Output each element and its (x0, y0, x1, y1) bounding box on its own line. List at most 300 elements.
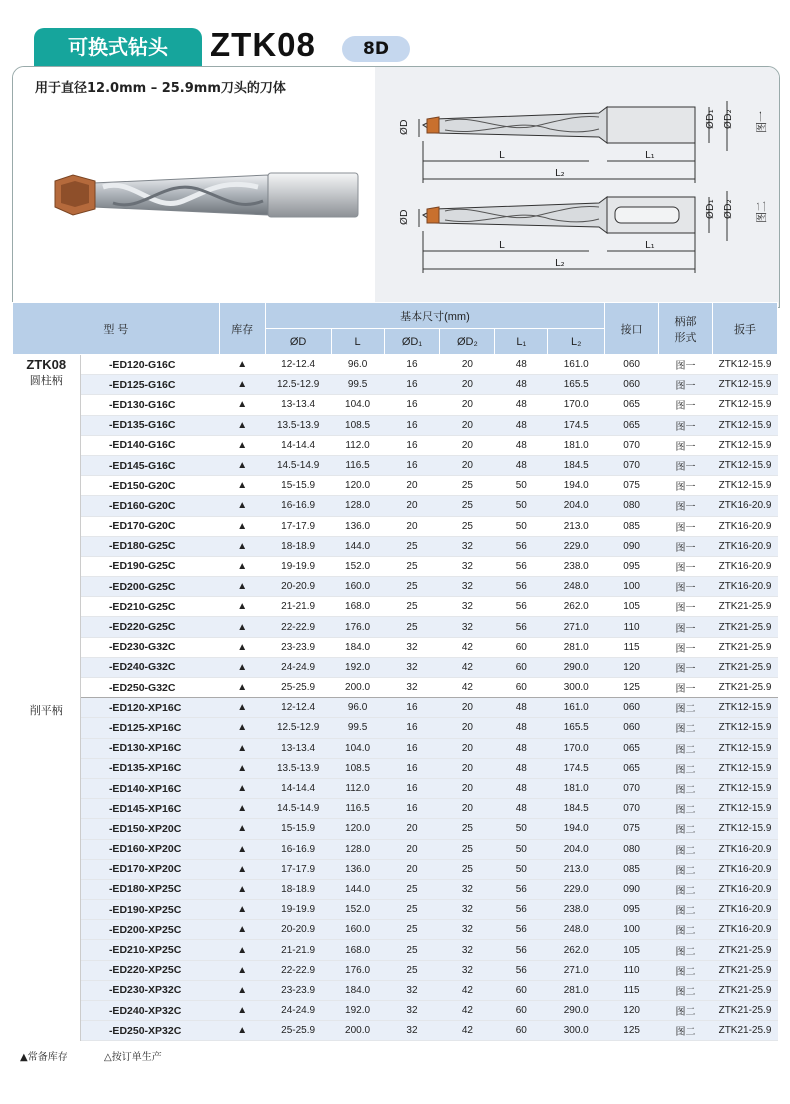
cell-shank-form: 图一 (659, 577, 713, 597)
cell-d: 23-23.9 (265, 980, 331, 1000)
cell-interface: 095 (605, 556, 659, 576)
cell-l2: 271.0 (548, 617, 605, 637)
fig2-l2-label: L₂ (555, 258, 565, 269)
cell-d1: 16 (384, 355, 440, 375)
cell-d: 16-16.9 (265, 839, 331, 859)
cell-interface: 070 (605, 435, 659, 455)
cell-shank-form: 图二 (659, 778, 713, 798)
cell-d: 24-24.9 (265, 657, 331, 677)
cell-l: 144.0 (331, 879, 384, 899)
group-subtitle: 削平柄 (29, 704, 63, 717)
cell-interface: 100 (605, 920, 659, 940)
cell-shank-form: 图二 (659, 758, 713, 778)
cell-stock: ▲ (219, 859, 265, 879)
cell-l2: 161.0 (548, 355, 605, 375)
cell-d: 20-20.9 (265, 920, 331, 940)
cell-interface: 115 (605, 980, 659, 1000)
cell-shank-form: 图一 (659, 355, 713, 375)
cell-d2: 25 (440, 839, 495, 859)
cell-model: -ED210-XP25C (80, 940, 219, 960)
cell-d2: 32 (440, 617, 495, 637)
cell-shank-form: 图一 (659, 678, 713, 698)
table-row (13, 940, 778, 960)
cell-d1: 25 (384, 900, 440, 920)
table-row (13, 879, 778, 899)
cell-d2: 32 (440, 900, 495, 920)
cell-stock: ▲ (219, 476, 265, 496)
cell-l: 104.0 (331, 738, 384, 758)
cell-l2: 248.0 (548, 577, 605, 597)
cell-d2: 42 (440, 637, 495, 657)
cell-d1: 25 (384, 617, 440, 637)
cell-l1: 50 (495, 819, 548, 839)
spec-table-body (13, 355, 778, 1041)
cell-d1: 32 (384, 657, 440, 677)
cell-stock: ▲ (219, 879, 265, 899)
cell-l: 112.0 (331, 778, 384, 798)
cell-l1: 56 (495, 920, 548, 940)
cell-l2: 300.0 (548, 1021, 605, 1041)
table-row (13, 496, 778, 516)
cell-d: 19-19.9 (265, 900, 331, 920)
cell-wrench: ZTK21-25.9 (713, 678, 778, 698)
cell-shank-form: 图二 (659, 920, 713, 940)
cell-l: 128.0 (331, 496, 384, 516)
cell-interface: 060 (605, 355, 659, 375)
cell-l2: 229.0 (548, 879, 605, 899)
cell-d: 12.5-12.9 (265, 375, 331, 395)
fig1-name: 图一 (755, 111, 768, 133)
cell-l2: 213.0 (548, 516, 605, 536)
cell-l: 184.0 (331, 980, 384, 1000)
cell-stock: ▲ (219, 556, 265, 576)
cell-l: 168.0 (331, 597, 384, 617)
table-row (13, 455, 778, 475)
cell-stock: ▲ (219, 455, 265, 475)
cell-l: 116.5 (331, 455, 384, 475)
title-tab: 可换式钻头 (34, 28, 202, 66)
cell-wrench: ZTK21-25.9 (713, 960, 778, 980)
cell-d: 14.5-14.9 (265, 455, 331, 475)
fig2-d2-label: ØD₂ (723, 199, 734, 219)
cell-wrench: ZTK12-15.9 (713, 778, 778, 798)
cell-wrench: ZTK21-25.9 (713, 940, 778, 960)
cell-d: 18-18.9 (265, 879, 331, 899)
cell-model: -ED150-XP20C (80, 819, 219, 839)
cell-l: 108.5 (331, 758, 384, 778)
cell-l1: 48 (495, 778, 548, 798)
cell-wrench: ZTK16-20.9 (713, 900, 778, 920)
cell-wrench: ZTK21-25.9 (713, 637, 778, 657)
cell-shank-form: 图一 (659, 536, 713, 556)
cell-interface: 085 (605, 516, 659, 536)
cell-shank-form: 图一 (659, 435, 713, 455)
cell-d2: 32 (440, 960, 495, 980)
cell-model: -ED250-G32C (80, 678, 219, 698)
cell-d2: 20 (440, 799, 495, 819)
table-row (13, 1021, 778, 1041)
cell-l1: 48 (495, 718, 548, 738)
table-row (13, 859, 778, 879)
cell-l2: 194.0 (548, 476, 605, 496)
cell-model: -ED120-G16C (80, 355, 219, 375)
cell-l2: 174.5 (548, 415, 605, 435)
cell-l: 120.0 (331, 476, 384, 496)
header-d: ØD (265, 329, 331, 355)
cell-l2: 170.0 (548, 395, 605, 415)
cell-interface: 105 (605, 940, 659, 960)
cell-l2: 271.0 (548, 960, 605, 980)
cell-stock: ▲ (219, 940, 265, 960)
cell-model: -ED170-XP20C (80, 859, 219, 879)
cell-l1: 48 (495, 455, 548, 475)
cell-wrench: ZTK16-20.9 (713, 879, 778, 899)
cell-d1: 25 (384, 879, 440, 899)
cell-shank-form: 图二 (659, 879, 713, 899)
cell-model: -ED230-XP32C (80, 980, 219, 1000)
cell-l1: 48 (495, 435, 548, 455)
cell-wrench: ZTK12-15.9 (713, 819, 778, 839)
cell-shank-form: 图二 (659, 980, 713, 1000)
cell-stock: ▲ (219, 496, 265, 516)
cell-shank-form: 图二 (659, 859, 713, 879)
cell-l1: 56 (495, 536, 548, 556)
cell-wrench: ZTK21-25.9 (713, 1021, 778, 1041)
cell-d1: 32 (384, 980, 440, 1000)
cell-l1: 60 (495, 1021, 548, 1041)
cell-l: 184.0 (331, 637, 384, 657)
fig1-d2-label: ØD₂ (723, 109, 734, 129)
cell-l2: 181.0 (548, 778, 605, 798)
table-row (13, 657, 778, 677)
cell-d: 17-17.9 (265, 859, 331, 879)
cell-l1: 56 (495, 900, 548, 920)
cell-model: -ED200-XP25C (80, 920, 219, 940)
cell-l1: 48 (495, 355, 548, 375)
cell-interface: 060 (605, 718, 659, 738)
cell-l2: 238.0 (548, 900, 605, 920)
cell-l1: 56 (495, 617, 548, 637)
cell-stock: ▲ (219, 395, 265, 415)
cell-l1: 50 (495, 496, 548, 516)
cell-shank-form: 图二 (659, 819, 713, 839)
cell-l: 200.0 (331, 678, 384, 698)
cell-d2: 32 (440, 577, 495, 597)
cell-interface: 090 (605, 879, 659, 899)
cell-l: 112.0 (331, 435, 384, 455)
cell-d2: 25 (440, 496, 495, 516)
cell-stock: ▲ (219, 536, 265, 556)
cell-wrench: ZTK21-25.9 (713, 657, 778, 677)
fig2-l-label: L (499, 240, 505, 251)
fig1-l2-label: L₂ (555, 168, 565, 179)
cell-d: 21-21.9 (265, 940, 331, 960)
table-row (13, 536, 778, 556)
cell-d: 18-18.9 (265, 536, 331, 556)
cell-wrench: ZTK12-15.9 (713, 355, 778, 375)
cell-d1: 20 (384, 859, 440, 879)
table-row (13, 1001, 778, 1021)
cell-interface: 095 (605, 900, 659, 920)
cell-d2: 20 (440, 375, 495, 395)
cell-stock: ▲ (219, 375, 265, 395)
cell-shank-form: 图一 (659, 375, 713, 395)
cell-d1: 16 (384, 778, 440, 798)
header-model: 型 号 (13, 303, 220, 355)
cell-model: -ED125-XP16C (80, 718, 219, 738)
group-title: ZTK08 (26, 357, 67, 372)
cell-l: 192.0 (331, 1001, 384, 1021)
cell-shank-form: 图二 (659, 960, 713, 980)
table-row (13, 375, 778, 395)
technical-drawing (375, 67, 779, 307)
cell-l2: 184.5 (548, 799, 605, 819)
cell-wrench: ZTK12-15.9 (713, 375, 778, 395)
cell-d: 22-22.9 (265, 960, 331, 980)
cell-shank-form: 图二 (659, 718, 713, 738)
legend-stock: ▲常备库存 (20, 1052, 68, 1063)
cell-d: 25-25.9 (265, 678, 331, 698)
cell-d2: 25 (440, 819, 495, 839)
cell-d1: 16 (384, 738, 440, 758)
cell-stock: ▲ (219, 415, 265, 435)
cell-d: 14-14.4 (265, 778, 331, 798)
cell-stock: ▲ (219, 577, 265, 597)
cell-interface: 085 (605, 859, 659, 879)
cell-d2: 42 (440, 1001, 495, 1021)
cell-d1: 20 (384, 496, 440, 516)
cell-l: 128.0 (331, 839, 384, 859)
cell-model: -ED130-XP16C (80, 738, 219, 758)
header-d1: ØD₁ (384, 329, 440, 355)
table-row (13, 516, 778, 536)
cell-l: 99.5 (331, 375, 384, 395)
cell-d2: 32 (440, 556, 495, 576)
cell-wrench: ZTK12-15.9 (713, 718, 778, 738)
cell-d: 21-21.9 (265, 597, 331, 617)
cell-d2: 32 (440, 879, 495, 899)
table-row (13, 839, 778, 859)
cell-l: 200.0 (331, 1021, 384, 1041)
table-row (13, 718, 778, 738)
table-row (13, 900, 778, 920)
cell-shank-form: 图一 (659, 597, 713, 617)
table-row (13, 617, 778, 637)
cell-l1: 50 (495, 516, 548, 536)
cell-stock: ▲ (219, 819, 265, 839)
cell-shank-form: 图二 (659, 900, 713, 920)
cell-interface: 120 (605, 657, 659, 677)
cell-l1: 50 (495, 839, 548, 859)
product-photo-area (13, 67, 375, 307)
cell-d1: 25 (384, 920, 440, 940)
cell-l2: 229.0 (548, 536, 605, 556)
cell-interface: 070 (605, 778, 659, 798)
cell-l2: 165.5 (548, 375, 605, 395)
cell-d: 16-16.9 (265, 496, 331, 516)
table-row (13, 960, 778, 980)
cell-d2: 20 (440, 455, 495, 475)
fig2-d-label: ØD (399, 209, 410, 225)
cell-shank-form: 图一 (659, 637, 713, 657)
cell-l: 176.0 (331, 617, 384, 637)
cell-interface: 110 (605, 960, 659, 980)
cell-wrench: ZTK16-20.9 (713, 516, 778, 536)
cell-shank-form: 图二 (659, 738, 713, 758)
cell-d2: 20 (440, 698, 495, 718)
cell-l: 176.0 (331, 960, 384, 980)
cell-model: -ED160-G20C (80, 496, 219, 516)
cell-stock: ▲ (219, 1001, 265, 1021)
model-badge: 8D (342, 36, 410, 62)
cell-model: -ED190-G25C (80, 556, 219, 576)
cell-model: -ED190-XP25C (80, 900, 219, 920)
cell-d1: 25 (384, 577, 440, 597)
fig1-l-label: L (499, 150, 505, 161)
cell-l2: 170.0 (548, 738, 605, 758)
cell-d2: 20 (440, 415, 495, 435)
cell-l: 99.5 (331, 718, 384, 738)
cell-d2: 20 (440, 738, 495, 758)
drill-photo (33, 157, 373, 247)
cell-l2: 281.0 (548, 980, 605, 1000)
cell-stock: ▲ (219, 698, 265, 718)
cell-wrench: ZTK21-25.9 (713, 980, 778, 1000)
figure-2 (419, 191, 727, 273)
fig1-d-label: ØD (399, 119, 410, 135)
cell-d2: 20 (440, 778, 495, 798)
cell-shank-form: 图二 (659, 839, 713, 859)
cell-l2: 238.0 (548, 556, 605, 576)
cell-l: 152.0 (331, 556, 384, 576)
cell-d1: 25 (384, 556, 440, 576)
cell-wrench: ZTK16-20.9 (713, 536, 778, 556)
cell-wrench: ZTK21-25.9 (713, 617, 778, 637)
technical-drawing-area (375, 67, 779, 307)
cell-d2: 42 (440, 657, 495, 677)
cell-l2: 194.0 (548, 819, 605, 839)
cell-model: -ED240-G32C (80, 657, 219, 677)
cell-l: 168.0 (331, 940, 384, 960)
group-label (13, 355, 81, 698)
cell-l: 160.0 (331, 577, 384, 597)
cell-stock: ▲ (219, 597, 265, 617)
cell-stock: ▲ (219, 678, 265, 698)
cell-l1: 60 (495, 657, 548, 677)
cell-d: 17-17.9 (265, 516, 331, 536)
cell-d: 25-25.9 (265, 1021, 331, 1041)
cell-l1: 56 (495, 556, 548, 576)
cell-l2: 184.5 (548, 455, 605, 475)
cell-interface: 075 (605, 819, 659, 839)
table-row (13, 738, 778, 758)
cell-stock: ▲ (219, 637, 265, 657)
cell-l2: 174.5 (548, 758, 605, 778)
header-l2: L₂ (548, 329, 605, 355)
cell-l1: 56 (495, 577, 548, 597)
cell-interface: 065 (605, 395, 659, 415)
group-subtitle: 圆柱柄 (29, 375, 63, 387)
cell-d1: 20 (384, 516, 440, 536)
cell-l2: 290.0 (548, 1001, 605, 1021)
cell-l2: 262.0 (548, 940, 605, 960)
cell-d: 15-15.9 (265, 476, 331, 496)
cell-l1: 50 (495, 476, 548, 496)
product-panel (12, 66, 780, 308)
cell-l2: 181.0 (548, 435, 605, 455)
cell-d: 19-19.9 (265, 556, 331, 576)
cell-stock: ▲ (219, 738, 265, 758)
cell-d2: 32 (440, 597, 495, 617)
cell-model: -ED180-G25C (80, 536, 219, 556)
cell-stock: ▲ (219, 960, 265, 980)
cell-model: -ED250-XP32C (80, 1021, 219, 1041)
cell-interface: 125 (605, 678, 659, 698)
cell-wrench: ZTK16-20.9 (713, 859, 778, 879)
cell-model: -ED160-XP20C (80, 839, 219, 859)
cell-l1: 48 (495, 415, 548, 435)
cell-model: -ED220-G25C (80, 617, 219, 637)
cell-shank-form: 图一 (659, 516, 713, 536)
table-row (13, 980, 778, 1000)
cell-d1: 20 (384, 839, 440, 859)
cell-model: -ED135-XP16C (80, 758, 219, 778)
cell-wrench: ZTK12-15.9 (713, 455, 778, 475)
cell-d2: 20 (440, 718, 495, 738)
header-wrench: 扳手 (713, 303, 778, 355)
cell-l2: 290.0 (548, 657, 605, 677)
cell-d2: 32 (440, 940, 495, 960)
cell-d1: 32 (384, 1001, 440, 1021)
cell-l1: 56 (495, 960, 548, 980)
cell-interface: 090 (605, 536, 659, 556)
cell-d1: 16 (384, 698, 440, 718)
cell-d: 13-13.4 (265, 395, 331, 415)
cell-d1: 16 (384, 395, 440, 415)
cell-l2: 213.0 (548, 859, 605, 879)
cell-wrench: ZTK16-20.9 (713, 839, 778, 859)
cell-d: 24-24.9 (265, 1001, 331, 1021)
cell-l1: 50 (495, 859, 548, 879)
table-row (13, 637, 778, 657)
cell-d1: 16 (384, 718, 440, 738)
cell-d1: 20 (384, 476, 440, 496)
header-l1: L₁ (495, 329, 548, 355)
cell-d2: 20 (440, 435, 495, 455)
cell-d1: 16 (384, 415, 440, 435)
cell-d: 22-22.9 (265, 617, 331, 637)
cell-l2: 281.0 (548, 637, 605, 657)
cell-l1: 56 (495, 597, 548, 617)
cell-l2: 262.0 (548, 597, 605, 617)
cell-shank-form: 图一 (659, 556, 713, 576)
cell-l2: 165.5 (548, 718, 605, 738)
cell-wrench: ZTK12-15.9 (713, 435, 778, 455)
cell-d1: 32 (384, 1021, 440, 1041)
cell-l1: 48 (495, 375, 548, 395)
cell-d2: 42 (440, 980, 495, 1000)
cell-interface: 110 (605, 617, 659, 637)
cell-l1: 48 (495, 799, 548, 819)
table-row (13, 920, 778, 940)
table-row (13, 476, 778, 496)
cell-l2: 161.0 (548, 698, 605, 718)
cell-wrench: ZTK21-25.9 (713, 597, 778, 617)
cell-d1: 32 (384, 637, 440, 657)
cell-stock: ▲ (219, 355, 265, 375)
cell-model: -ED145-XP16C (80, 799, 219, 819)
cell-shank-form: 图二 (659, 698, 713, 718)
